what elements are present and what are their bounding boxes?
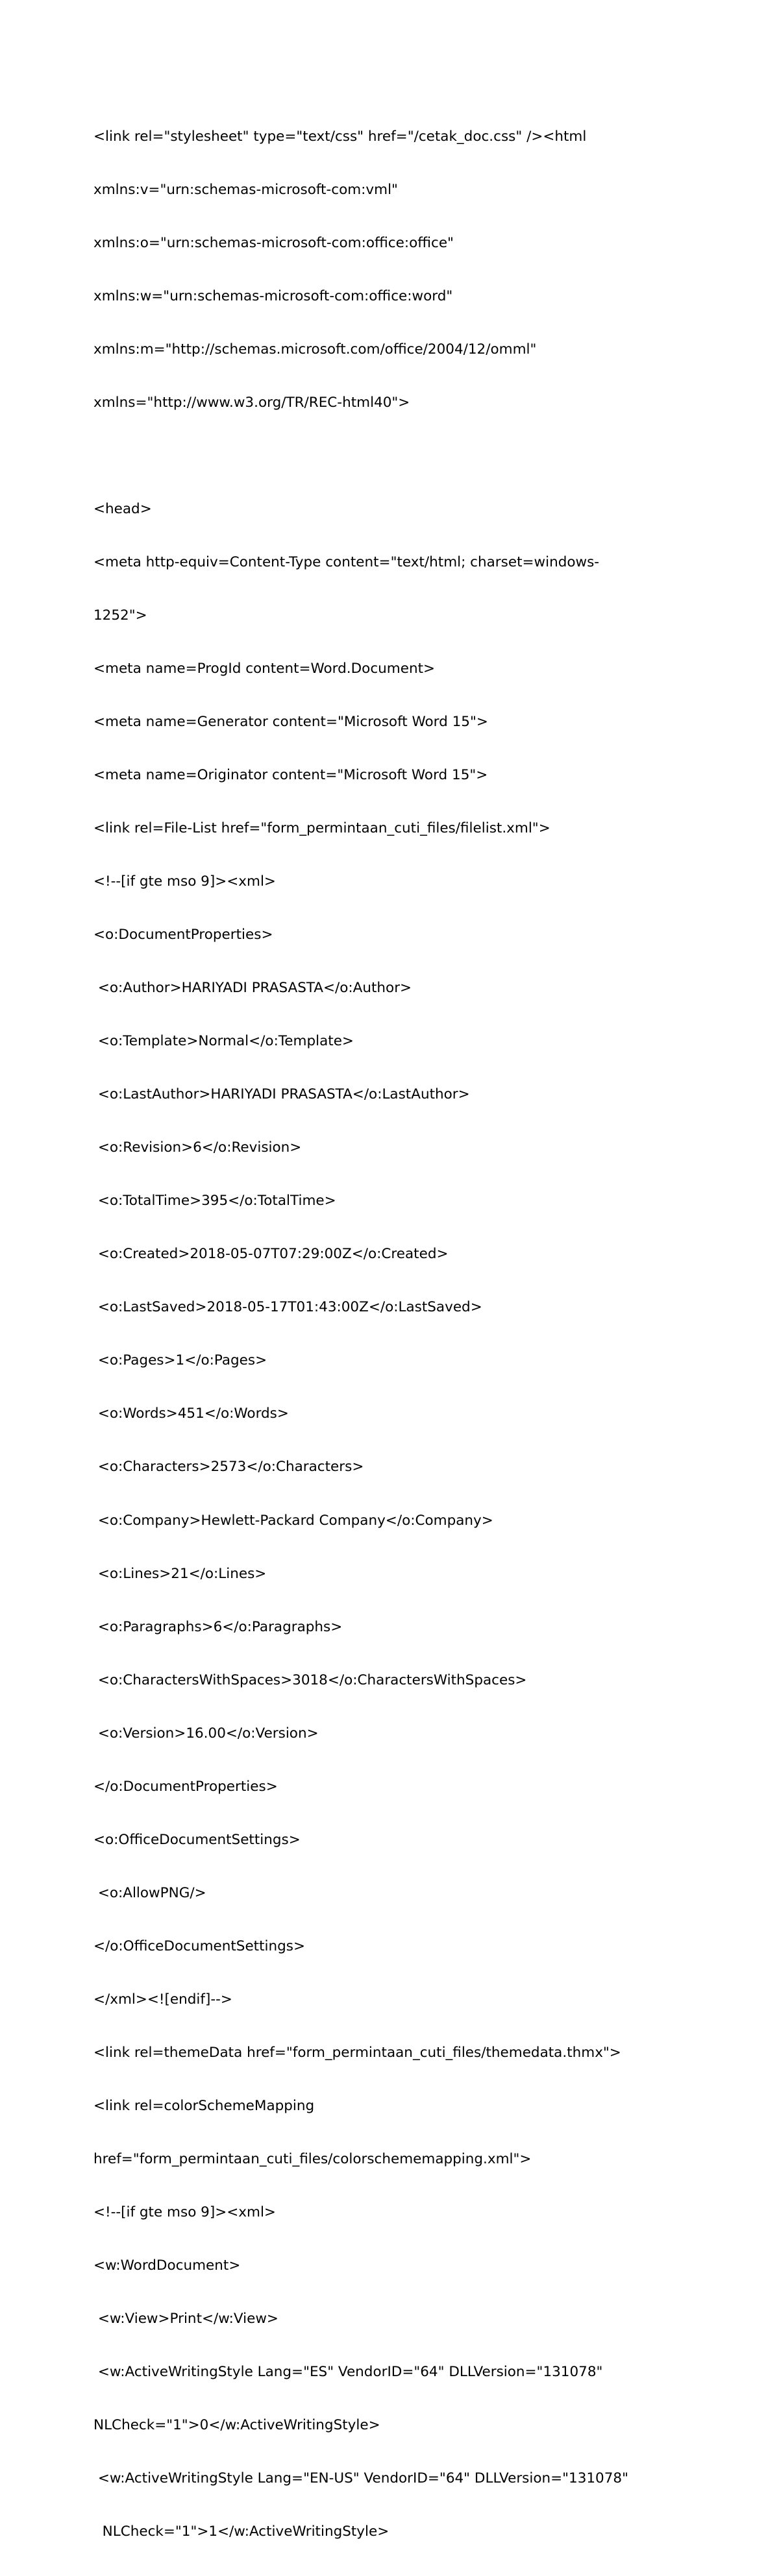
text-line: <o:OfficeDocumentSettings> bbox=[93, 1831, 301, 1848]
text-line: <o:Author>HARIYADI PRASASTA</o:Author> bbox=[93, 980, 412, 997]
text-line: <head> bbox=[93, 500, 152, 517]
text-line: <link rel=themeData href="form_permintaan_cuti_files/themedata.thmx"> bbox=[93, 2044, 621, 2061]
document-text bbox=[93, 92, 691, 2576]
text-line: <!--[if gte mso 9]><xml> bbox=[93, 873, 276, 890]
text-line: <o:LastAuthor>HARIYADI PRASASTA</o:LastAuthor> bbox=[93, 1086, 470, 1103]
blank-line bbox=[93, 447, 691, 465]
text-line: </o:OfficeDocumentSettings> bbox=[93, 1938, 305, 1954]
text-line: xmlns="http://www.w3.org/TR/REC-html40"> bbox=[93, 394, 410, 411]
text-line: 1252"> bbox=[93, 607, 147, 624]
text-line: <meta name=ProgId content=Word.Document> bbox=[93, 661, 436, 677]
text-line: <o:Version>16.00</o:Version> bbox=[93, 1725, 319, 1742]
text-line: <o:Lines>21</o:Lines> bbox=[93, 1565, 267, 1582]
text-line: <link rel=File-List href="form_permintaan_cuti_files/filelist.xml"> bbox=[93, 820, 550, 837]
text-line: <o:LastSaved>2018-05-17T01:43:00Z</o:LastSaved> bbox=[93, 1299, 482, 1316]
text-line: xmlns:m="http://schemas.microsoft.com/office/2004/12/omml" bbox=[93, 341, 537, 358]
text-line: <link rel="stylesheet" type="text/css" href="/cetak_doc.css" /><html bbox=[93, 128, 587, 145]
text-line: xmlns:o="urn:schemas-microsoft-com:office:office" bbox=[93, 234, 454, 251]
text-line: <o:Template>Normal</o:Template> bbox=[93, 1033, 354, 1050]
text-line: <o:TotalTime>395</o:TotalTime> bbox=[93, 1193, 336, 1209]
text-line: <link rel=colorSchemeMapping bbox=[93, 2097, 315, 2114]
text-line: href="form_permintaan_cuti_files/colorschememapping.xml"> bbox=[93, 2150, 532, 2167]
text-line: <o:DocumentProperties> bbox=[93, 927, 273, 943]
text-line: <o:Revision>6</o:Revision> bbox=[93, 1139, 302, 1156]
text-line: xmlns:w="urn:schemas-microsoft-com:office:word" bbox=[93, 287, 453, 304]
text-line: xmlns:v="urn:schemas-microsoft-com:vml" bbox=[93, 181, 398, 198]
text-line: <o:AllowPNG/> bbox=[93, 1884, 206, 1901]
text-line: </o:DocumentProperties> bbox=[93, 1778, 278, 1795]
text-line: <o:Created>2018-05-07T07:29:00Z</o:Created> bbox=[93, 1246, 449, 1263]
text-line: NLCheck="1">0</w:ActiveWritingStyle> bbox=[93, 2417, 380, 2434]
text-line: <o:Paragraphs>6</o:Paragraphs> bbox=[93, 1618, 343, 1635]
text-line: <meta name=Originator content="Microsoft Word 15"> bbox=[93, 767, 488, 784]
text-line: <w:View>Print</w:View> bbox=[93, 2310, 278, 2327]
text-line: <w:ActiveWritingStyle Lang="EN-US" VendorID="64" DLLVersion="131078" bbox=[93, 2470, 628, 2487]
text-line: </xml><![endif]--> bbox=[93, 1991, 232, 2008]
text-line: <o:Pages>1</o:Pages> bbox=[93, 1352, 267, 1369]
text-line: <meta http-equiv=Content-Type content="text/html; charset=windows- bbox=[93, 553, 600, 570]
text-line: NLCheck="1">1</w:ActiveWritingStyle> bbox=[93, 2523, 390, 2540]
text-line: <!--[if gte mso 9]><xml> bbox=[93, 2204, 276, 2220]
text-line: <w:WordDocument> bbox=[93, 2257, 241, 2274]
text-line: <o:Company>Hewlett-Packard Company</o:Company> bbox=[93, 1512, 493, 1529]
text-line: <w:ActiveWritingStyle Lang="ES" VendorID="64" DLLVersion="131078" bbox=[93, 2364, 603, 2380]
text-line: <o:CharactersWithSpaces>3018</o:CharactersWithSpaces> bbox=[93, 1671, 527, 1688]
text-line: <o:Characters>2573</o:Characters> bbox=[93, 1459, 364, 1476]
text-line: <o:Words>451</o:Words> bbox=[93, 1405, 289, 1422]
text-line: <meta name=Generator content="Microsoft Word 15"> bbox=[93, 714, 488, 731]
